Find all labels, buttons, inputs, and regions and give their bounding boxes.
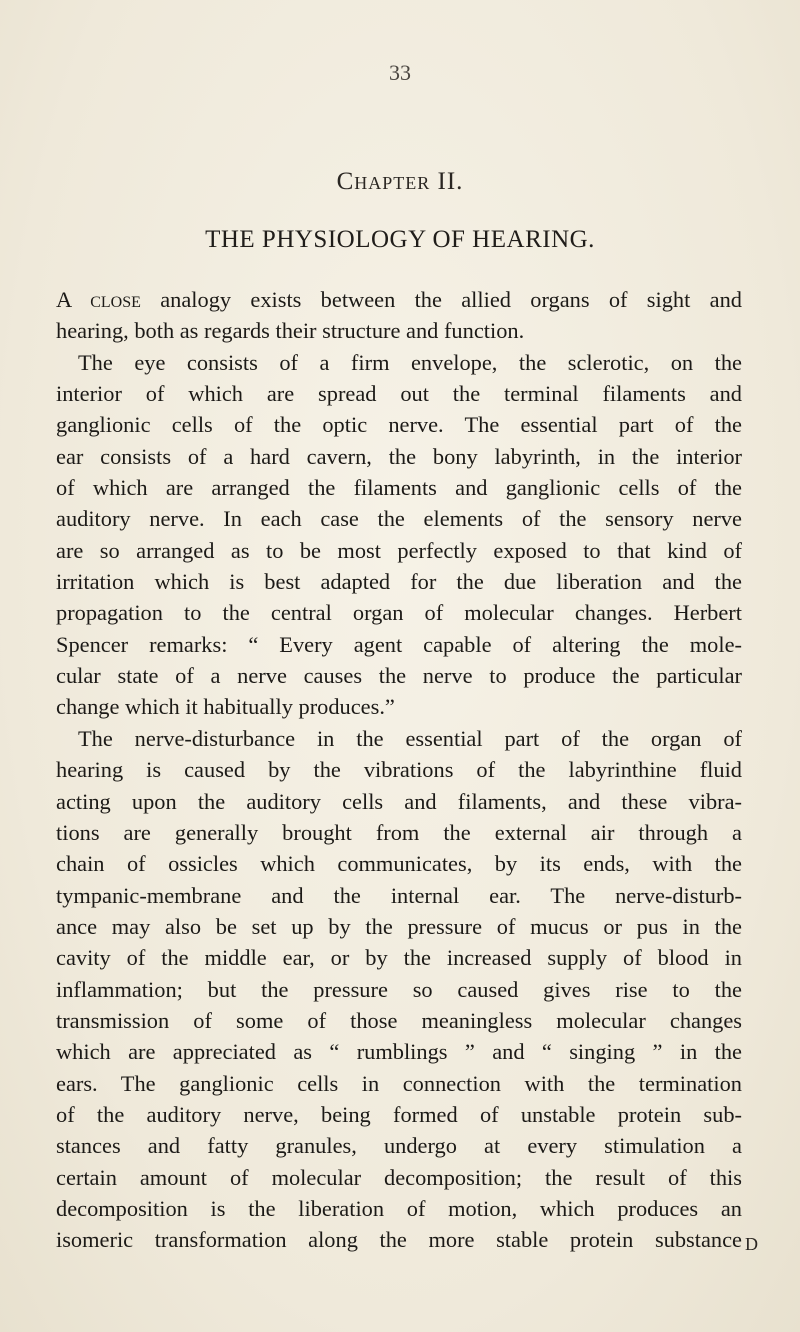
text-line: auditory nerve. In each case the elements of the sensory nerve: [56, 506, 742, 532]
text-line: stances and fatty granules, undergo at every stimulation a: [56, 1133, 742, 1159]
chapter-heading: Chapter II.: [336, 168, 464, 195]
text-line: ears. The ganglionic cells in connection with the termination: [56, 1070, 742, 1096]
text-line: chain of ossicles which communicates, by its ends, with the: [56, 851, 742, 877]
body-text: [56, 284, 742, 1256]
text-line: of the auditory nerve, being formed of unstable protein sub-: [56, 1101, 742, 1127]
text-line: A close analogy exists between the allied organs of sight and: [56, 287, 742, 312]
signature-mark: D: [745, 1234, 758, 1254]
text-line: propagation to the central organ of molecular changes. Herbert: [56, 600, 742, 626]
text-line: hearing is caused by the vibrations of the labyrinthine fluid: [56, 757, 742, 783]
text-line: cular state of a nerve causes the nerve to produce the particular: [56, 663, 742, 689]
text-line: change which it habitually produces.”: [56, 694, 395, 720]
text-line: interior of which are spread out the terminal filaments and: [56, 381, 742, 407]
text-line: ear consists of a hard cavern, the bony labyrinth, in the interior: [56, 443, 742, 469]
text-line: certain amount of molecular decomposition; the result of this: [56, 1164, 742, 1190]
opening-small-caps: A close: [56, 287, 141, 312]
text-line: acting upon the auditory cells and filaments, and these vibra-: [56, 788, 742, 814]
text-line: inflammation; but the pressure so caused gives rise to the: [56, 976, 742, 1002]
text-line: which are appreciated as “ rumblings ” and “ singing ” in the: [56, 1039, 742, 1065]
text-line: decomposition is the liberation of motion, which produces an: [56, 1195, 742, 1221]
text-line: of which are arranged the filaments and ganglionic cells of the: [56, 475, 742, 501]
text-line: Spencer remarks: “ Every agent capable of altering the mole-: [56, 631, 742, 657]
text-line: isomeric transformation along the more stable protein substance: [56, 1227, 742, 1253]
text-line: tympanic-membrane and the internal ear. The nerve-disturb-: [56, 882, 742, 908]
text-line: cavity of the middle ear, or by the increased supply of blood in: [56, 945, 742, 971]
text-line: transmission of some of those meaningless molecular changes: [56, 1007, 742, 1033]
text-line: hearing, both as regards their structure and function.: [56, 318, 525, 344]
page-number: 33: [389, 60, 411, 85]
chapter-title: THE PHYSIOLOGY OF HEARING.: [205, 226, 595, 253]
text-line: irritation which is best adapted for the due liberation and the: [56, 569, 742, 595]
text-line: The eye consists of a firm envelope, the sclerotic, on the: [78, 349, 742, 375]
text-line: ganglionic cells of the optic nerve. The essential part of the: [56, 412, 742, 438]
text-line: The nerve-disturbance in the essential part of the organ of: [78, 725, 742, 751]
text-line: ance may also be set up by the pressure of mucus or pus in the: [56, 913, 742, 939]
text-line: tions are generally brought from the external air through a: [56, 819, 742, 845]
text-line: are so arranged as to be most perfectly exposed to that kind of: [56, 537, 742, 563]
